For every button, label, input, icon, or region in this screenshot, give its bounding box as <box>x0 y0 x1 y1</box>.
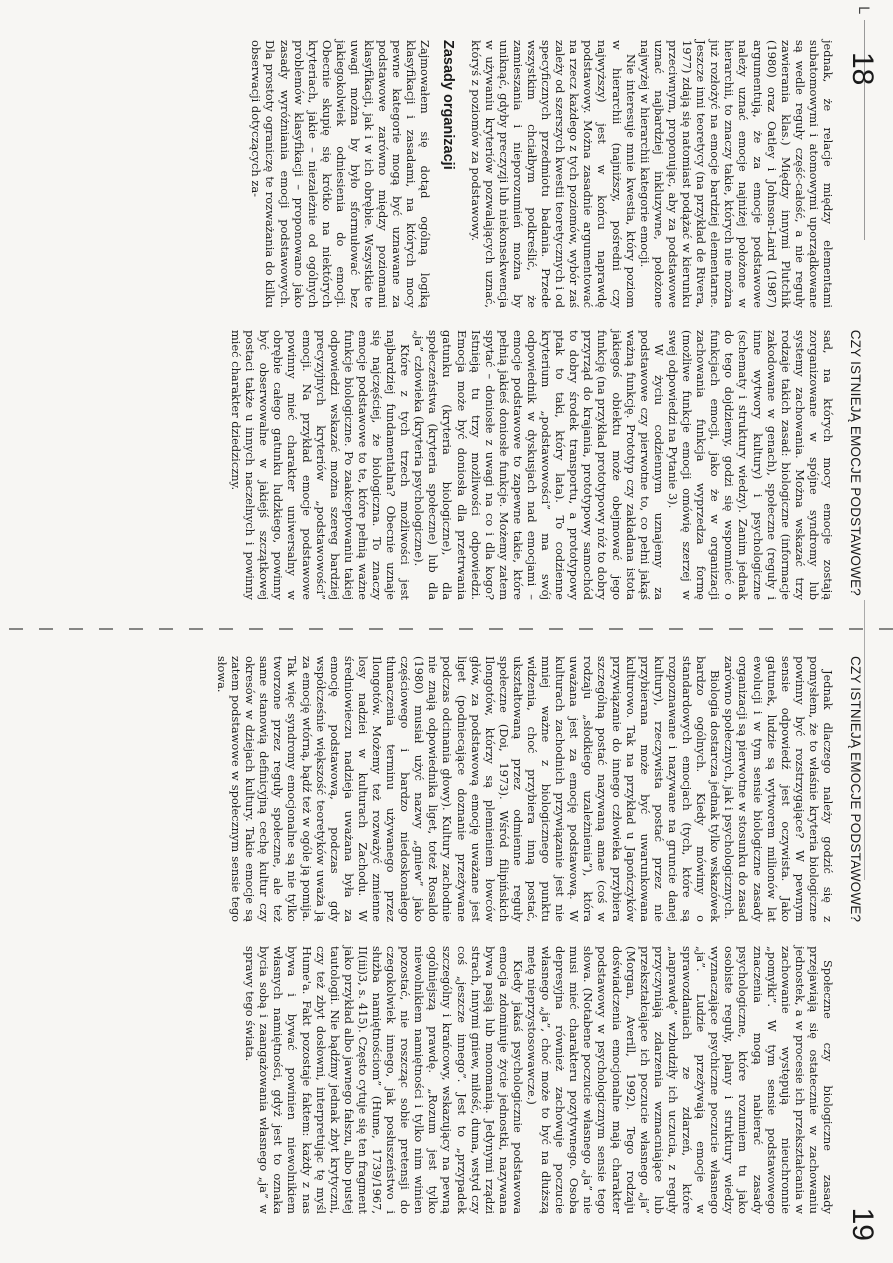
paragraph: sad, na których mocy emocje zostają zorganizowane w spójne syndromy lub systemy zachowania. Można wskazać trzy rodzaje takich zasad: biologiczne (informacje zakodowane w genach), społeczne (reguły i inne wytwory kultury) i psychologiczne (schematy i struktury wiedzy). Zanim jednak do tego dojdziemy, godzi się wspomnieć o funkcjach emocji, jako że w organizacji zachowania funkcja wyprzedza formę (możliwe funkcje emocji omówię szerzej w swej odpowiedzi na Pytanie 3). <box>665 330 835 600</box>
paragraph: Zajmowałem się dotąd ogólną logiką klasyfikacji i zasadami, na których mocy pewne kategorie mogą być uznawane za podstawowe zarówno między poziomami klasyfikacji, jak i w ich obrębie. Wszystkie te uwagi można by było sformułować bez jakiegokolwiek odniesienia do emocji. Obecnie skupię się krótko na niektórych kryteriach, jakie – niezależnie od ogólnych problemów klasyfikacji – proponowano jako zasady wyróżniania emocji podstawowych. Dla prostoty ograniczę te rozważania do kilku obserwacji dotyczących za- <box>249 40 433 308</box>
paragraph: Biologia dostarcza jednak tylko wskazówek bardzo ogólnych. Kiedy mówimy o standardowych emocjach (tych, które są rozpoznawane i nazywane na gruncie danej kultury), rzeczywista postać przez nie przybierana może być uwarunkowana kulturowo. Tak na przykład u Japończyków przywiązanie do innego człowieka przybiera szczególną postać nazywaną amae (coś w rodzaju „słodkiego uzależnienia”), która uważana jest za emocję podstawową. W kulturach zachodnich przywiązanie jest nie mniej ważne z biologicznego punktu widzenia, choć przybiera inną postać, ukształtowaną przez odmienne reguły społeczne (Doi, 1973). Wśród filipińskich Ilongotów, którzy są plemieniem łowców głów, za podstawową emocję uważane jest liget (podniecające doznanie przeżywane podczas odcinania głowy). Kultury zachodnie nie znają odpowiednika liget, toteż Rosaldo (1980) musiał użyć nazwy „gniew” jako częściowego i bardzo niedoskonałego tłumaczenia terminu używanego przez Ilongotów. Możemy też rozważyć zmienne losy nadziei w kulturach Zachodu. W średniowieczu nadzieja uważana była za emocję podstawową, podczas gdy współcześnie większość teoretyków uważa ją za emocję wtórną, bądź też w ogóle ją pomija. Tak więc syndromy emocjonalne są nie tylko tworzone przez reguły społeczne, ale też same stanowią definicyjną cechę kultur czy okresów w dziejach kultury. Takie emocje są zatem podstawowe w społecznym sensie tego słowa. <box>214 656 723 922</box>
right-page-column-2 <box>243 946 835 1214</box>
paragraph: Które z tych trzech możliwości jest najbardziej fundamentalna? Obecnie uznaje się najczęściej, że biologiczna. To znaczy emocje podstawowe to te, które pełnią ważne funkcje biologiczne. Po zaakceptowaniu takiej odpowiedzi wskazać można szereg bardziej precyzyjnych kryteriów „podstawowości” emocji. Na przykład emocje podstawowe powinny mieć charakter uniwersalny w obrębie całego gatunku ludzkiego, powinny być obserwowalne w jakiejś szczątkowej postaci także u innych naczelnych i powinny mieć charakter dziedziczny. <box>229 330 413 600</box>
page-number-left: 18 <box>846 52 879 86</box>
section-heading: Zasady organizacji <box>439 40 456 170</box>
paragraph: Społeczne czy biologiczne zasady przejawiają się ostatecznie w zachowaniu jednostek, a w procesie ich przekształcania w zachowanie występują nieuchronnie „pomyłki”. W tym sensie podstawowego znaczenia mogą nabierać zasady psychologiczne, które rozumiem tu jako osobiste reguły, plany i struktury wiedzy wyznaczające psychiczne poczucie własnego „ja”. Ludzie przeżywają emocje w sprawozdaniach ze zdarzeń, które „naprawdę” wzbudziły ich uczucia, z reguły przyczyniają zdarzenia wzmacniające lub przekształcające ich poczucie własnego „ja” (Morgan, Averill, 1992). Tego rodzaju doświadczenia emocjonalne mają charakter podstawowy w psychologicznym sensie tego słowa. (Notabene poczucie własnego „ja” nie musi mieć charakteru pozytywnego. Osoba depresyjna również zachowuje poczucie własnego „ja”, choć może to być na dłuższą metę nieprzystosowawcze.) <box>525 946 835 1214</box>
scan-mark: L <box>855 6 871 14</box>
page-number-right: 19 <box>846 1207 879 1241</box>
left-page <box>0 0 893 618</box>
gutter-fold-line <box>0 628 893 630</box>
running-head-right: CZY ISTNIEJĄ EMOCJE PODSTAWOWE? <box>848 656 863 923</box>
paragraph: Nie interesuje mnie kwestia, który poziom w hierarchii (najniższy, pośredni czy najwyższy) jest w końcu naprawdę podstawowy. Można zasadnie argumentować na rzecz każdego z tych poziomów, wybór zaś zależy od szerszych kwestii teoretycznych i od specyficznych przedmiotu badania. Przede wszystkim chciałbym podkreślić, że zamieszania i nieporozumień można by uniknąć, gdyby preczyzji lub niekonsekwencja w używaniu kryteriów pozwalających uznać, któryś z poziomów za podstawowy. <box>468 40 638 308</box>
paragraph: Kiedy jakaś psychologicznie podstawowa emocja zdominuje życie jednostki, nazywana bywa pasją lub monomanią. Jedynymi rządzi strach, innymi gniew, miłość, duma, wstyd czy coś „jeszcze innego”. Jest to „przypadek szczególny i krańcowy, wskazujący na pewną ogólniejszą prawdę. „Rozum jest tylko niewolnikiem namiętności i tylko nim winien pozostać, nie roszcząc sobie pretensji do czegokolwiek innego, jak posłuszeństwo i służba namiętnościom” (Hume, 1739/1967, II(iii)3, s. 415). Często cytuje się ten fragment jako przykład albo jawnego fałszu, albo pustej tautologii. Nie bądźmy jednak zbyt krytyczni, czy też zbyt dosłowni, interpretując tę myśl Hume'a. Fakt pozostaje faktem: każdy z nas bywa i bywać powinien niewolnikiem własnych namiętności, gdyż jest to oznaka bycia sobą i zaangażowania własnego „ja” w sprawy tego świata. <box>243 946 525 1214</box>
paragraph: jednak, że relacje między elementami subatomowymi i atomowymi uporządkowane są wedle reguły część-całość, a nie reguły zawierania klas.) Między innymi Plutchik (1980) oraz Oatley i Johnson-Laird (1987) argumentują, że za emocje podstawowe należy uznać emocje najniżej położone w hierarchii, to znaczy takie, których nie można już rozłożyć na emocje bardziej elementarne. Jeszcze inni teoretycy (na przykład de Rivera, 1977) zdają się natomiast podążać w kierunku przeciwnym, proponując, aby za podstawowe uznać najbardziej inkluzywne, położone najwyżej w hierarchii kategorie emocji. <box>637 40 835 308</box>
paragraph: Jednak dlaczego należy godzić się z pomysłem, że to właśnie kryteria biologiczne powinny być rozstrzygające? W pewnym sensie odpowiedź jest oczywista. Jako gatunek, ludzie są wytworem milionów lat ewolucji i w tym sensie biologiczne zasady organizacji są pierwotne w stosunku do zasad zarówno społecznych, jak i psychologicznych. <box>722 656 835 922</box>
right-page-column-1 <box>215 656 835 922</box>
left-page-column-2 <box>229 330 835 600</box>
left-page-column-1 <box>249 40 835 308</box>
paragraph: W życiu codziennym uznajemy za podstawowe czy pierwotne to, co pełni jakąś ważną funkcję. Prototyp czy zakładana istota jakiegoś obiektu może obejmować jego funkcję (na przykład prototypowy nóż to dobry przyrząd do krajania, prototypowy samochód to dobry środek transportu, a prototypowy ptak to taki, który lata). To codzienne kryterium „podstawowości” ma swój odpowiednik w dyskusjach nad emocjami – emocje podstawowe to zapewne takie, które pełnią jakieś doniosłe funkcje. Możemy zatem spytać – doniosłe z uwagi na co i dla kogo? Istnieją tu trzy możliwości odpowiedzi. Emocja może być doniosła dla przetrwania gatunku (kryteria biologiczne), dla społeczeństwa (kryteria społeczne) lub dla „ja” człowieka (kryteria psychologiczne). <box>412 330 666 600</box>
running-head-left: CZY ISTNIEJĄ EMOCJE PODSTAWOWE? <box>848 329 863 596</box>
right-page <box>0 642 893 1263</box>
